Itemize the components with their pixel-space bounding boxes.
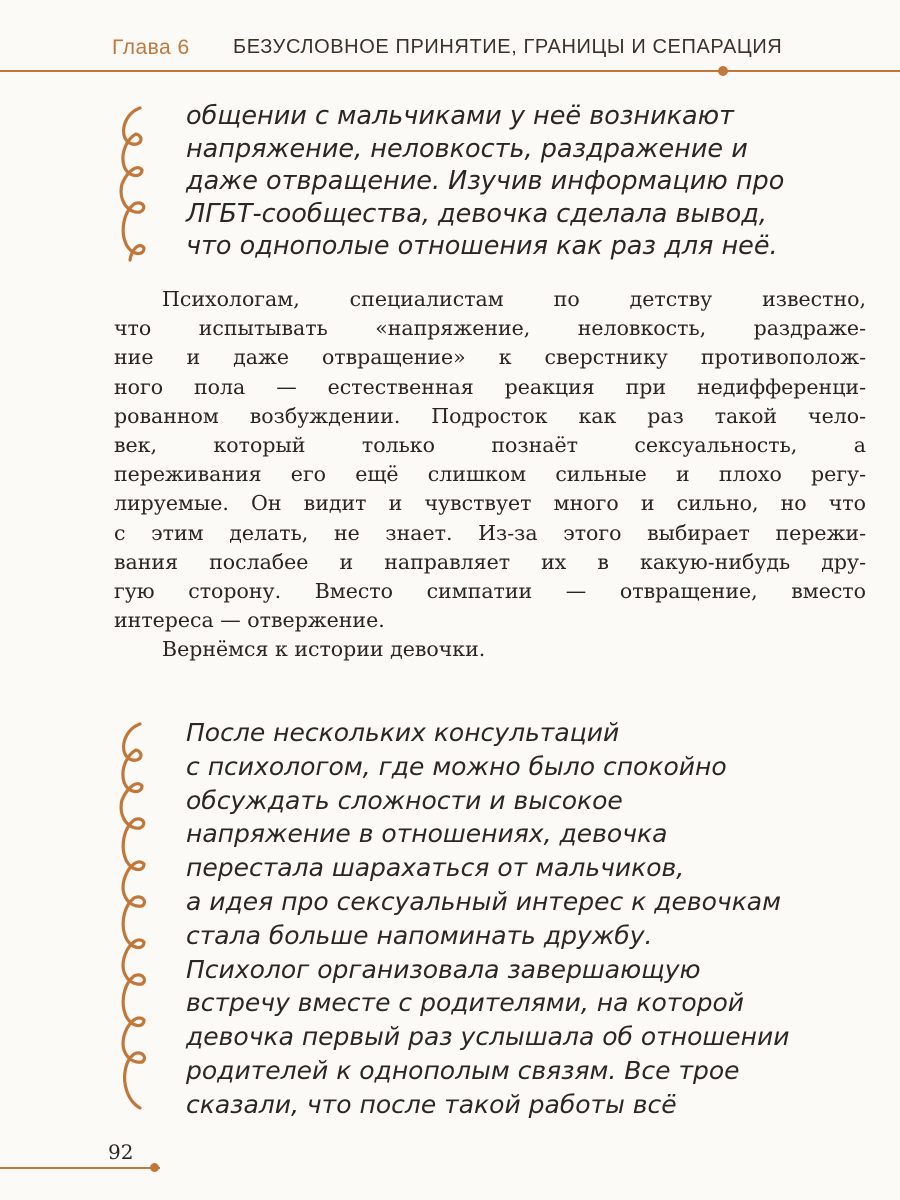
quote-line: с психологом, где можно было спокойно (186, 751, 727, 781)
quote-line: встречу вместе с родителями, на которой (186, 988, 745, 1018)
quote-block-1 (186, 100, 866, 263)
quote-line: общении с мальчиками у неё возникают (186, 101, 734, 131)
quote-line: сказали, что после такой работы всё (186, 1089, 677, 1119)
quote-line: После нескольких консультаций (186, 718, 620, 747)
chapter-title: БЕЗУСЛОВНОЕ ПРИНЯТИЕ, ГРАНИЦЫ И СЕПАРАЦИЯ (233, 36, 783, 58)
quote-line: перестала шарахаться от мальчиков, (186, 853, 685, 883)
quote-block-2 (186, 716, 866, 1122)
body-paragraph (114, 285, 866, 664)
body-line: что испытывать «напряжение, неловкость, раздраже- (114, 316, 866, 341)
chapter-label: Глава 6 (112, 36, 190, 59)
quote-curl-ornament (110, 716, 165, 1116)
quote-line: напряжение, неловкость, раздражение и (186, 133, 748, 164)
quote-line: девочка первый раз услышала об отношении (186, 1022, 790, 1052)
running-header (0, 30, 900, 70)
body-line: гую сторону. Вместо симпатии — отвращение, вместо (114, 578, 866, 603)
quote-line: что однополые отношения как раз для неё. (186, 231, 778, 262)
body-line: вания послабее и направляет их в какую-нибудь дру- (114, 549, 866, 574)
quote-line: напряжение в отношениях, девочка (186, 819, 668, 849)
body-line: ние и даже отвращение» к сверстнику противополож- (114, 345, 866, 370)
quote-curl-ornament (110, 100, 165, 270)
body-line: Психологам, специалистам по детству известно, (162, 287, 866, 311)
footer-rule-dot (150, 1163, 159, 1172)
body-line: рованном возбуждении. Подросток как раз такой чело- (114, 403, 866, 428)
header-rule-dot (718, 66, 728, 76)
curl-icon (110, 100, 165, 270)
body-line: с этим делать, не знает. Из-за этого выбирает пережи- (114, 520, 866, 545)
quote-line: обсуждать сложности и высокое (186, 785, 623, 815)
quote-line: стала больше напоминать дружбу. (186, 920, 653, 950)
quote-line: а идея про сексуальный интерес к девочкам (186, 886, 781, 916)
body-line: ного пола — естественная реакция при недифференци- (114, 374, 866, 399)
body-line: век, который только познаёт сексуальность, а (114, 432, 866, 457)
body-line: лируемые. Он видит и чувствует много и сильно, но что (114, 491, 866, 516)
body-line: Вернёмся к истории девочки. (162, 637, 486, 662)
quote-line: родителей к однополым связям. Все трое (186, 1055, 740, 1085)
quote-line: ЛГБТ-сообщества, девочка сделала вывод, (186, 198, 768, 229)
body-line: интереса — отвержение. (114, 608, 385, 633)
quote-line: Психолог организовала завершающую (186, 954, 701, 984)
page-number: 92 (108, 1140, 134, 1164)
curl-icon (110, 716, 165, 1116)
header-rule (0, 70, 900, 72)
quote-line: даже отвращение. Изучив информацию про (186, 166, 785, 197)
footer-rule (0, 1167, 160, 1169)
body-line: переживания его ещё слишком сильные и плохо регу- (114, 462, 866, 487)
